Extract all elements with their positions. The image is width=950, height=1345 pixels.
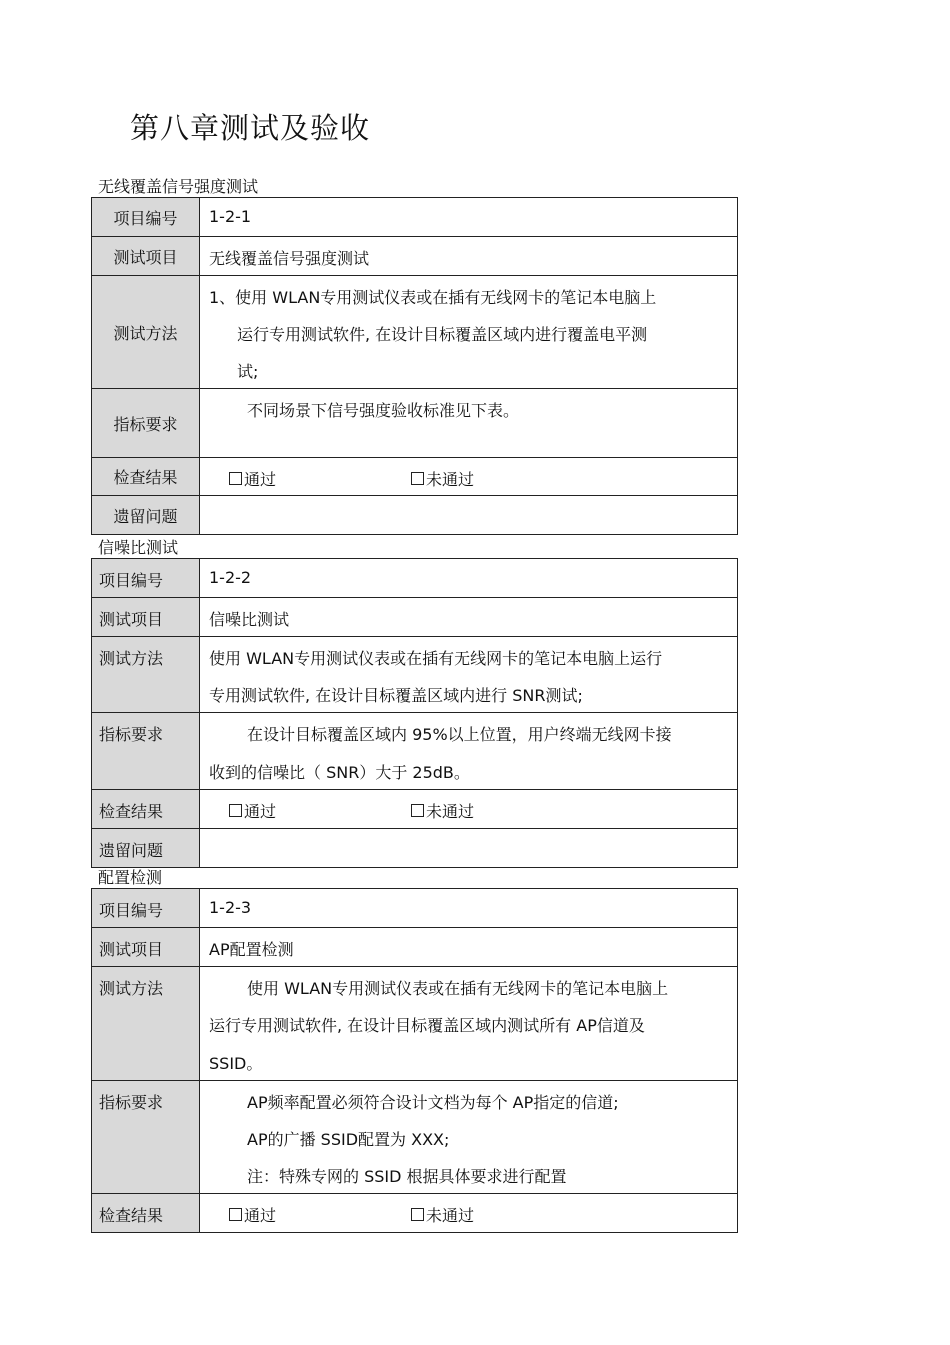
fail-label: 未通过 — [426, 802, 475, 821]
method-label: 测试方法 — [99, 649, 164, 668]
pass-label: 通过 — [244, 802, 277, 821]
pass-checkbox[interactable] — [229, 799, 276, 822]
snr-table — [91, 558, 738, 868]
requirement-line: 收到的信噪比（ SNR）大于 25dB。 — [209, 763, 470, 782]
test-item-value: 无线覆盖信号强度测试 — [209, 249, 370, 268]
fail-label: 未通过 — [426, 1206, 475, 1225]
method-line: SSID。 — [209, 1054, 263, 1073]
result-label: 检查结果 — [99, 1206, 164, 1225]
config-table — [91, 888, 738, 1233]
issues-label: 遗留问题 — [113, 506, 178, 526]
issues-label: 遗留问题 — [99, 841, 164, 860]
requirement-line: 注：特殊专网的 SSID 根据具体要求进行配置 — [247, 1167, 567, 1186]
item-no-label: 项目编号 — [113, 208, 178, 228]
requirement-line: 不同场景下信号强度验收标准见下表。 — [247, 401, 520, 420]
checkbox-icon — [229, 804, 242, 817]
method-line: 试; — [237, 362, 259, 381]
method-line: 使用 WLAN专用测试仪表或在插有无线网卡的笔记本电脑上 — [247, 979, 669, 998]
fail-label: 未通过 — [426, 470, 475, 489]
section-label-config: 配置检测 — [98, 868, 163, 887]
pass-label: 通过 — [244, 470, 277, 489]
method-label: 测试方法 — [99, 979, 164, 998]
checkbox-icon — [411, 804, 424, 817]
item-no-value: 1-2-1 — [209, 207, 252, 226]
method-line: 使用 WLAN专用测试仪表或在插有无线网卡的笔记本电脑上运行 — [209, 649, 663, 668]
requirement-label: 指标要求 — [113, 414, 178, 434]
checkbox-icon — [411, 1208, 424, 1221]
method-line: 运行专用测试软件, 在设计目标覆盖区域内进行覆盖电平测 — [237, 325, 648, 344]
method-label: 测试方法 — [113, 323, 178, 343]
test-item-value: AP配置检测 — [209, 940, 294, 959]
item-no-label: 项目编号 — [99, 901, 164, 920]
requirement-label: 指标要求 — [99, 725, 164, 744]
signal-strength-table — [91, 197, 738, 535]
checkbox-icon — [229, 1208, 242, 1221]
fail-checkbox[interactable] — [411, 1203, 474, 1226]
method-line: 1、使用 WLAN专用测试仪表或在插有无线网卡的笔记本电脑上 — [209, 288, 657, 307]
result-label: 检查结果 — [99, 802, 164, 821]
checkbox-icon — [229, 472, 242, 485]
item-no-label: 项目编号 — [99, 571, 164, 590]
pass-checkbox[interactable] — [229, 467, 276, 490]
item-no-value: 1-2-2 — [209, 568, 252, 587]
test-item-label: 测试项目 — [99, 940, 164, 959]
checkbox-icon — [411, 472, 424, 485]
test-item-value: 信噪比测试 — [209, 610, 290, 629]
test-item-label: 测试项目 — [99, 610, 164, 629]
issues-value — [200, 496, 737, 534]
method-line: 运行专用测试软件, 在设计目标覆盖区域内测试所有 AP信道及 — [209, 1016, 645, 1035]
test-item-label: 测试项目 — [113, 247, 178, 267]
chapter-title: 第八章测试及验收 — [130, 111, 371, 145]
requirement-line: AP的广播 SSID配置为 XXX; — [247, 1130, 450, 1149]
section-label-snr: 信噪比测试 — [98, 538, 179, 557]
requirement-label: 指标要求 — [99, 1093, 164, 1112]
item-no-value: 1-2-3 — [209, 898, 252, 917]
section-label-signal-strength: 无线覆盖信号强度测试 — [98, 177, 259, 196]
pass-checkbox[interactable] — [229, 1203, 276, 1226]
issues-value — [200, 829, 737, 867]
pass-label: 通过 — [244, 1206, 277, 1225]
requirement-line: 在设计目标覆盖区域内 95%以上位置，用户终端无线网卡接 — [247, 725, 672, 744]
result-label: 检查结果 — [113, 468, 178, 487]
method-line: 专用测试软件, 在设计目标覆盖区域内进行 SNR测试; — [209, 686, 583, 705]
fail-checkbox[interactable] — [411, 799, 474, 822]
requirement-line: AP频率配置必须符合设计文档为每个 AP指定的信道; — [247, 1093, 619, 1112]
fail-checkbox[interactable] — [411, 467, 474, 490]
